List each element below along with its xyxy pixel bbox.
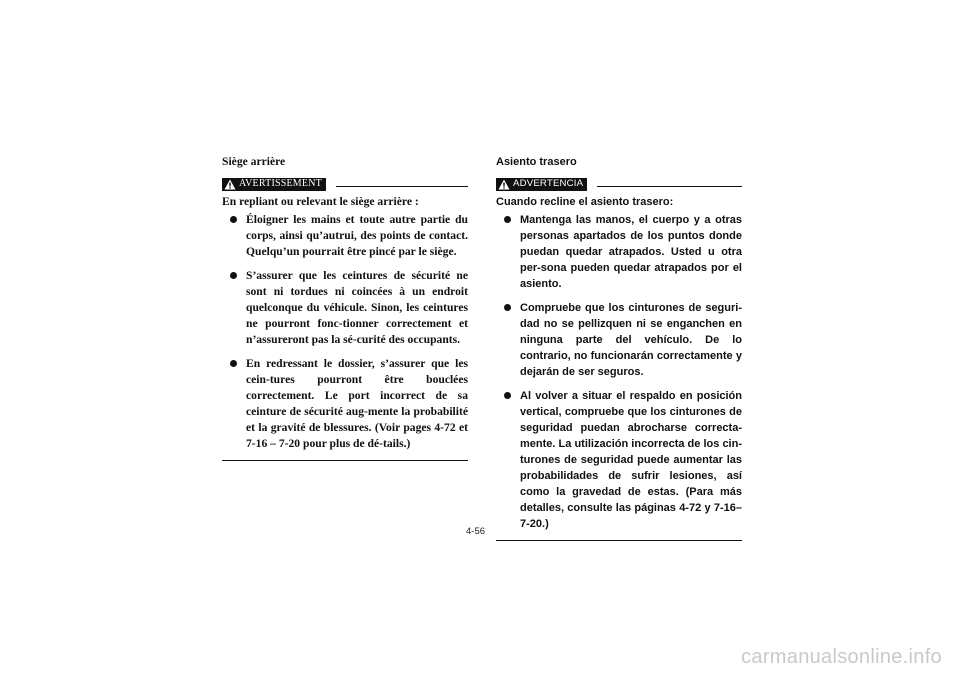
bullet-dot-icon	[230, 360, 237, 367]
warning-label: AVERTISSEMENT	[239, 178, 322, 189]
section-heading: Siège arrière	[222, 155, 286, 168]
bullet-dot-icon	[230, 272, 237, 279]
warning-end-rule	[496, 540, 742, 541]
warning-intro: En repliant ou relevant le siège arrière :	[222, 195, 419, 208]
warning-intro: Cuando recline el asiento trasero:	[496, 196, 674, 208]
warning-list	[496, 212, 742, 532]
list-item	[222, 212, 468, 260]
section-heading: Asiento trasero	[496, 156, 577, 168]
warning-list	[222, 212, 468, 452]
warning-rule	[336, 186, 468, 187]
warning-badge	[496, 178, 587, 191]
list-item-text: S’assurer que les ceintures de sécurité ne sont ni tordues ni coincées à un endroit quelconque du véhicule. Sinon, les ceintures ne pourront fonc-tionner correctement et n’assureront pas la sé-curité des occupants.	[246, 269, 468, 346]
warning-header	[222, 176, 468, 192]
watermark: carmanualsonline.info	[741, 646, 942, 668]
list-item-text: En redressant le dossier, s’assurer que les cein-tures pourront être bouclées correctement. Le port incorrect de sa ceinture de sécurité aug-mente la probabilité et la gravité de blessures. (Voir pages 4-72 et 7-16 – 7-20 pour plus de dé-tails.)	[246, 357, 468, 450]
list-item	[496, 212, 742, 292]
french-section	[222, 154, 468, 461]
warning-rule	[597, 186, 742, 187]
warning-badge	[222, 178, 326, 191]
list-item	[496, 388, 742, 532]
list-item	[496, 300, 742, 380]
bullet-dot-icon	[504, 304, 511, 311]
list-item-text: Mantenga las manos, el cuerpo y a otras personas apartados de los puntos donde puedan quedar atrapados. Usted u otra per-sona pueden quedar atrapados por el asiento.	[520, 214, 742, 290]
list-item	[222, 356, 468, 452]
list-item	[222, 268, 468, 348]
warning-label: ADVERTENCIA	[513, 178, 584, 189]
bullet-dot-icon	[504, 392, 511, 399]
list-item-text: Al volver a situar el respaldo en posición vertical, compruebe que los cinturones de seguridad puedan abrocharse correcta-mente. La utilización incorrecta de los cin-turones de seguridad puede aumentar las probabilidades de sufrir lesiones, así como la gravedad de estas. (Para más detalles, consulte las páginas 4-72 y 7-16–7-20.)	[520, 390, 742, 530]
warning-triangle-icon	[224, 179, 236, 190]
list-item-text: Compruebe que los cinturones de seguri-dad no se pellizquen ni se enganchen en ninguna parte del vehículo. De lo contrario, no funcionarán correctamente y dejarán de ser seguros.	[520, 302, 742, 378]
spanish-section	[496, 154, 742, 541]
warning-triangle-icon	[498, 179, 510, 190]
warning-header	[496, 176, 742, 192]
bullet-dot-icon	[230, 216, 237, 223]
warning-end-rule	[222, 460, 468, 461]
page-number: 4-56	[466, 526, 486, 537]
list-item-text: Éloigner les mains et toute autre partie du corps, ainsi qu’autrui, des points de contact. Quelqu’un pourrait être pincé par le siège.	[246, 213, 468, 258]
bullet-dot-icon	[504, 216, 511, 223]
